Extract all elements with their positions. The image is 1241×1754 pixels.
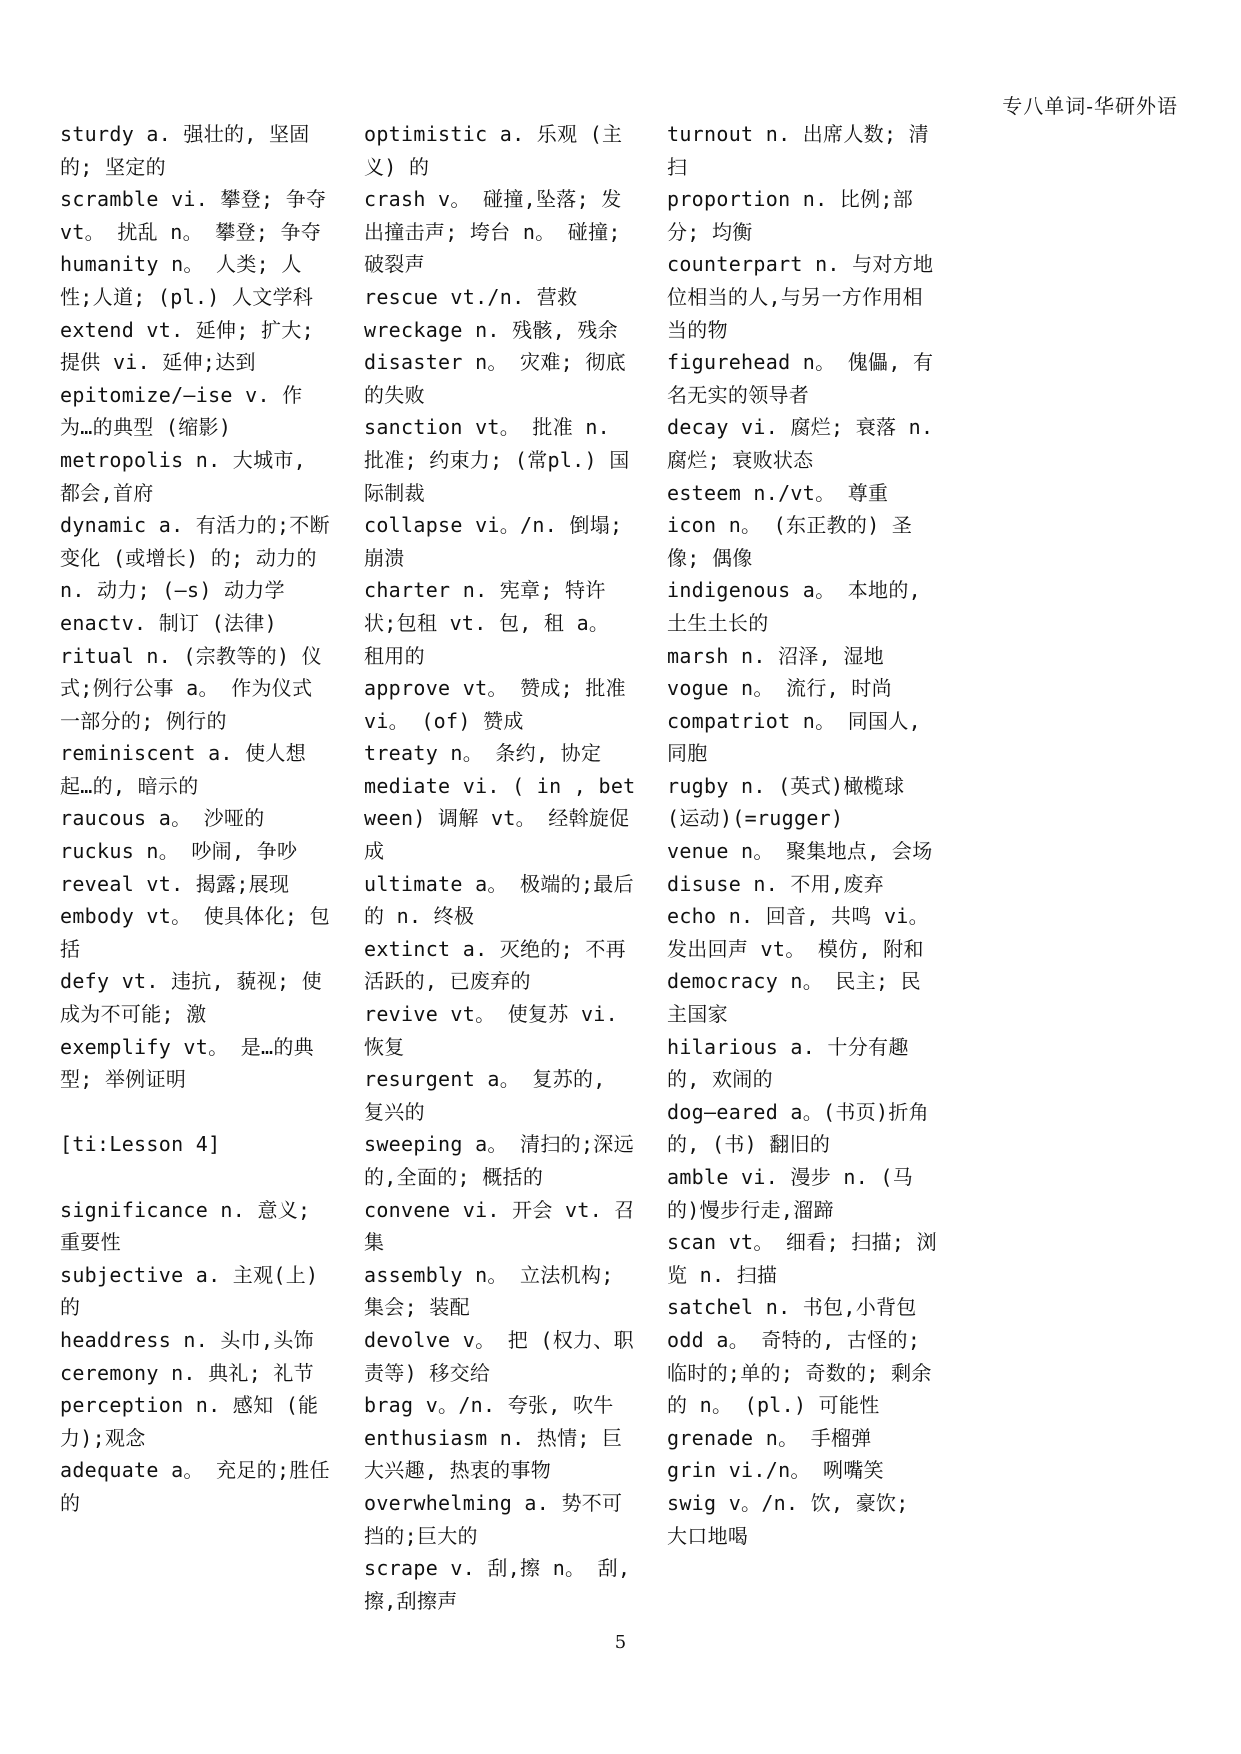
vocabulary-column-3	[667, 118, 939, 1552]
vocabulary-entry: extend vt. 延伸; 扩大; 提供 vi. 延伸;达到	[60, 317, 314, 375]
vocabulary-entry: rescue vt./n. 营救	[364, 284, 578, 309]
vocabulary-entry: vogue n。 流行, 时尚	[667, 676, 892, 701]
vocabulary-entry: ritual n. (宗教等的) 仪式;例行公事 a。 作为仪式一部分的; 例行的	[60, 643, 322, 733]
vocabulary-entry: turnout n. 出席人数; 清扫	[667, 122, 929, 179]
vocabulary-entry: metropolis n. 大城市, 都会,首府	[60, 447, 307, 505]
vocabulary-entry: sweeping a。 清扫的;深远的,全面的; 概括的	[364, 1132, 634, 1189]
vocabulary-entry: sanction vt。 批准 n. 批准; 约束力; (常pl.) 国际制裁	[364, 415, 630, 505]
vocabulary-entry: democracy n。 民主; 民主国家	[667, 969, 921, 1027]
vocabulary-entry: devolve v。 把 (权力、职责等) 移交给	[364, 1327, 634, 1385]
vocabulary-entry: mediate vi. ( in , between) 调解 vt。 经斡旋促成	[364, 773, 636, 864]
vocabulary-entry: revive vt。 使复苏 vi. 恢复	[364, 1002, 618, 1059]
vocabulary-entry: convene vi. 开会 vt. 召集	[364, 1197, 635, 1255]
vocabulary-entry: marsh n. 沼泽, 湿地	[667, 643, 884, 668]
vocabulary-entry: brag v。/n. 夸张, 吹牛	[364, 1393, 614, 1418]
vocabulary-entry: subjective a. 主观(上)的	[60, 1262, 319, 1320]
vocabulary-entry: enthusiasm n. 热情; 巨大兴趣, 热衷的事物	[364, 1425, 623, 1483]
vocabulary-entry: dynamic a. 有活力的;不断变化 (或增长) 的; 动力的	[60, 513, 330, 570]
vocabulary-entry: rugby n. (英式)橄榄球 (运动)(=rugger)	[667, 773, 905, 831]
blank-line	[60, 1096, 332, 1129]
vocabulary-entry: amble vi. 漫步 n. (马的)慢步行走,溜蹄	[667, 1165, 914, 1222]
vocabulary-column-2	[364, 118, 636, 1617]
vocabulary-entry: optimistic a. 乐观 (主义) 的	[364, 122, 623, 179]
vocabulary-entry: hilarious a. 十分有趣的, 欢闹的	[667, 1034, 909, 1092]
vocabulary-entry: perception n. 感知 (能力);观念	[60, 1393, 319, 1450]
vocabulary-entry: extinct a. 灭绝的; 不再活跃的, 已废弃的	[364, 936, 626, 994]
vocabulary-entry: decay vi. 腐烂; 衰落 n. 腐烂; 衰败状态	[667, 415, 934, 472]
vocabulary-entry: dog—eared a。(书页)折角的, (书) 翻旧的	[667, 1099, 929, 1157]
vocabulary-entry: proportion n. 比例;部分; 均衡	[667, 187, 914, 244]
vocabulary-entry: satchel n. 书包,小背包	[667, 1295, 917, 1320]
vocabulary-entry: wreckage n. 残骸, 残余	[364, 317, 618, 342]
blank-line	[60, 1161, 332, 1194]
vocabulary-entry: scramble vi. 攀登; 争夺 vt。 扰乱 n。 攀登; 争夺	[60, 187, 327, 244]
vocabulary-entry: approve vt。 赞成; 批准 vi。 (of) 赞成	[364, 676, 626, 733]
vocabulary-entry: esteem n./vt。 尊重	[667, 480, 889, 505]
vocabulary-entry: counterpart n. 与对方地位相当的人,与另一方作用相当的物	[667, 252, 934, 342]
vocabulary-entry: sturdy a. 强壮的, 坚固的; 坚定的	[60, 122, 310, 179]
vocabulary-entry: indigenous a。 本地的, 土生土长的	[667, 578, 921, 635]
vocabulary-entry: assembly n。 立法机构; 集会; 装配	[364, 1262, 614, 1320]
vocabulary-entry: [ti:Lesson 4]	[60, 1132, 221, 1157]
vocabulary-entry: n. 动力; (—s) 动力学	[60, 578, 285, 603]
page-header-title: 专八单词-华研外语	[1002, 94, 1178, 118]
page-number: 5	[614, 1632, 627, 1653]
vocabulary-entry: odd a。 奇特的, 古怪的; 临时的;单的; 奇数的; 剩余的 n。 (pl.) 可能性	[667, 1327, 932, 1418]
vocabulary-entry: swig v。/n. 饮, 豪饮; 大口地喝	[667, 1490, 909, 1548]
vocabulary-entry: headdress n. 头巾,头饰	[60, 1327, 314, 1352]
vocabulary-entry: treaty n。 条约, 协定	[364, 741, 602, 766]
vocabulary-entry: significance n. 意义; 重要性	[60, 1197, 311, 1255]
vocabulary-entry: grin vi./n。 咧嘴笑	[667, 1458, 884, 1483]
vocabulary-entry: resurgent a。 复苏的, 复兴的	[364, 1067, 606, 1124]
vocabulary-entry: figurehead n。 傀儡, 有名无实的领导者	[667, 350, 934, 407]
vocabulary-entry: enactv. 制订 (法律)	[60, 610, 277, 635]
vocabulary-entry: disaster n。 灾难; 彻底的失败	[364, 350, 626, 407]
vocabulary-entry: scan vt。 细看; 扫描; 浏览 n. 扫描	[667, 1230, 937, 1287]
vocabulary-entry: collapse vi。/n. 倒塌; 崩溃	[364, 513, 623, 570]
vocabulary-entry: crash v。 碰撞,坠落; 发出撞击声; 垮台 n。 碰撞; 破裂声	[364, 187, 622, 277]
vocabulary-entry: adequate a。 充足的;胜任的	[60, 1458, 330, 1515]
vocabulary-entry: defy vt. 违抗, 藐视; 使成为不可能; 激	[60, 969, 322, 1027]
vocabulary-entry: icon n。 (东正教的) 圣像; 偶像	[667, 513, 913, 570]
vocabulary-entry: embody vt。 使具体化; 包括	[60, 904, 330, 961]
vocabulary-column-1	[60, 118, 332, 1520]
vocabulary-entry: raucous a。 沙哑的	[60, 806, 265, 831]
vocabulary-entry: reminiscent a. 使人想起…的, 暗示的	[60, 741, 307, 798]
vocabulary-entry: compatriot n。 同国人, 同胞	[667, 708, 921, 766]
vocabulary-entry: humanity n。 人类; 人性;人道; (pl.) 人文学科	[60, 252, 314, 309]
vocabulary-entry: ultimate a。 极端的;最后的 n. 终极	[364, 871, 634, 929]
vocabulary-entry: echo n. 回音, 共鸣 vi。 发出回声 vt。 模仿, 附和	[667, 904, 929, 961]
vocabulary-entry: exemplify vt。 是…的典型; 举例证明	[60, 1034, 314, 1092]
vocabulary-entry: overwhelming a. 势不可挡的;巨大的	[364, 1490, 623, 1548]
vocabulary-entry: disuse n. 不用,废弃	[667, 871, 884, 896]
vocabulary-entry: reveal vt. 揭露;展现	[60, 871, 290, 896]
vocabulary-entry: ruckus n。 吵闹, 争吵	[60, 839, 298, 864]
vocabulary-entry: ceremony n. 典礼; 礼节	[60, 1360, 314, 1385]
vocabulary-entry: venue n。 聚集地点, 会场	[667, 839, 933, 864]
vocabulary-entry: grenade n。 手榴弹	[667, 1425, 872, 1450]
vocabulary-entry: epitomize/—ise v. 作为…的典型 (缩影)	[60, 382, 303, 440]
vocabulary-entry: scrape v. 刮,擦 n。 刮, 擦,刮擦声	[364, 1556, 631, 1613]
vocabulary-entry: charter n. 宪章; 特许状;包租 vt. 包, 租 a。 租用的	[364, 578, 610, 668]
